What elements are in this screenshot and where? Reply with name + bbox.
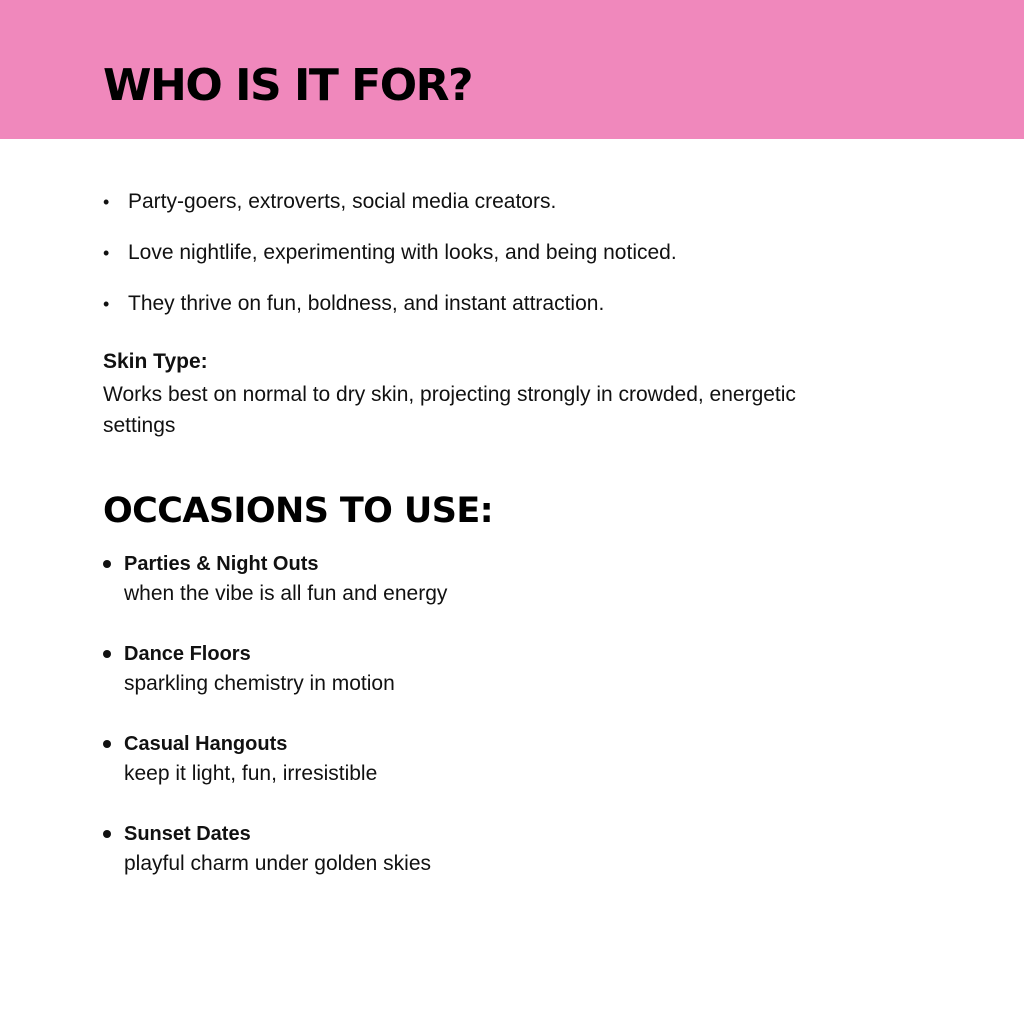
list-item	[103, 548, 447, 638]
audience-item-text: They thrive on fun, boldness, and instant attraction.	[128, 292, 605, 315]
list-item	[103, 818, 447, 908]
page-title: WHO IS IT FOR?	[103, 60, 473, 111]
bullet-icon	[103, 740, 111, 748]
bullet-icon	[103, 830, 111, 838]
list-item	[103, 728, 447, 818]
header-banner	[0, 0, 1024, 139]
list-item	[103, 235, 677, 286]
occasions-title: OCCASIONS TO USE:	[103, 491, 494, 531]
occasion-description: playful charm under golden skies	[124, 852, 432, 875]
list-item	[103, 638, 447, 728]
audience-item-text: Party-goers, extroverts, social media creators.	[128, 190, 557, 213]
bullet-icon	[103, 650, 111, 658]
list-item	[103, 286, 677, 337]
bullet-icon: •	[103, 294, 110, 314]
occasion-description: when the vibe is all fun and energy	[124, 582, 448, 605]
list-item	[103, 184, 677, 235]
audience-item-text: Love nightlife, experimenting with looks, and being noticed.	[128, 241, 677, 264]
skin-type-section	[103, 345, 863, 441]
skin-type-heading: Skin Type:	[103, 350, 208, 373]
bullet-icon	[103, 560, 111, 568]
occasion-description: sparkling chemistry in motion	[124, 672, 395, 695]
bullet-icon: •	[103, 243, 110, 263]
occasion-name: Parties & Night Outs	[124, 553, 319, 575]
bullet-icon: •	[103, 192, 110, 212]
audience-list	[103, 184, 677, 337]
occasions-list	[103, 548, 447, 908]
occasion-name: Casual Hangouts	[124, 733, 288, 755]
skin-type-text: Works best on normal to dry skin, projecting strongly in crowded, energetic settings	[103, 383, 796, 437]
occasion-description: keep it light, fun, irresistible	[124, 762, 378, 785]
occasion-name: Sunset Dates	[124, 823, 251, 845]
occasion-name: Dance Floors	[124, 643, 251, 665]
